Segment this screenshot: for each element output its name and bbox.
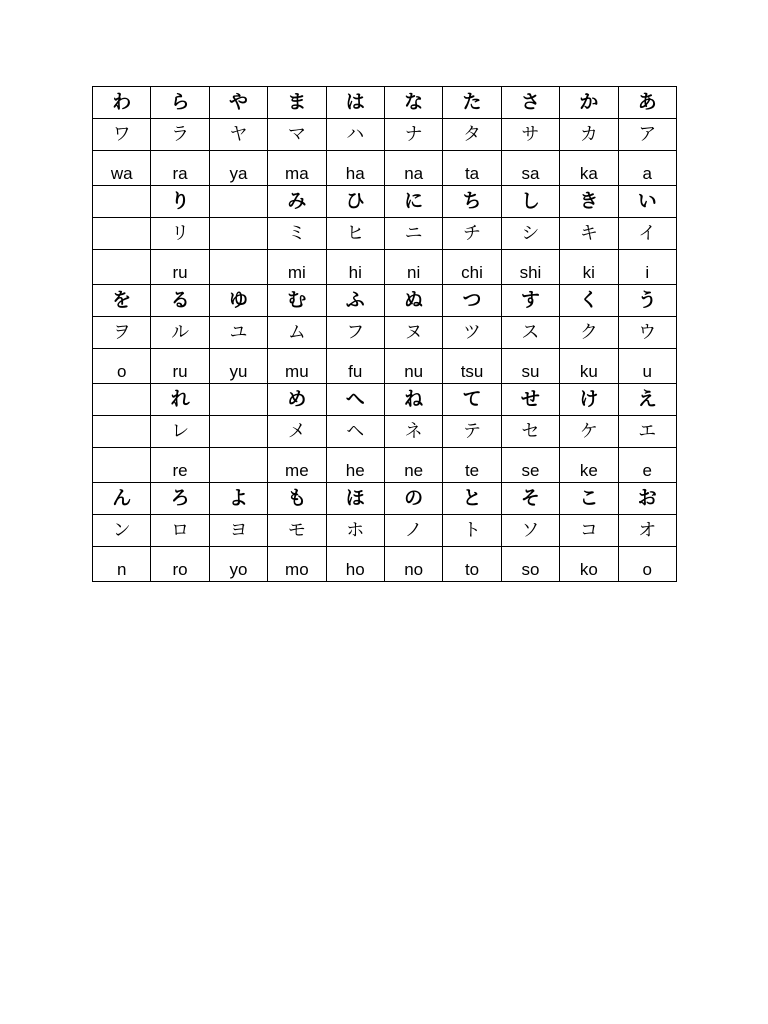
kana-cell-katakana: モ (268, 515, 326, 547)
kana-cell-hiragana: ゆ (209, 285, 267, 317)
kana-cell-hiragana: ぬ (384, 285, 442, 317)
kana-cell-romaji: hi (326, 250, 384, 285)
kana-cell-hiragana: も (268, 483, 326, 515)
kana-cell-romaji: me (268, 448, 326, 483)
kana-cell-hiragana: わ (93, 87, 151, 119)
kana-row-katakana (93, 416, 677, 448)
kana-row-katakana (93, 317, 677, 349)
kana-cell-hiragana: れ (151, 384, 209, 416)
kana-cell-romaji: ya (209, 151, 267, 186)
kana-cell-katakana: マ (268, 119, 326, 151)
kana-cell-hiragana: き (560, 186, 618, 218)
kana-cell-romaji: ho (326, 547, 384, 582)
kana-cell-hiragana: を (93, 285, 151, 317)
kana-row-hiragana (93, 186, 677, 218)
kana-cell-hiragana: せ (501, 384, 559, 416)
kana-cell-hiragana (209, 384, 267, 416)
kana-cell-katakana: コ (560, 515, 618, 547)
kana-cell-hiragana: く (560, 285, 618, 317)
kana-cell-romaji: ro (151, 547, 209, 582)
kana-cell-romaji: n (93, 547, 151, 582)
kana-cell-romaji: ru (151, 349, 209, 384)
kana-row-katakana (93, 515, 677, 547)
kana-cell-romaji: re (151, 448, 209, 483)
kana-cell-katakana: レ (151, 416, 209, 448)
kana-cell-hiragana: か (560, 87, 618, 119)
kana-cell-hiragana: い (618, 186, 676, 218)
kana-cell-hiragana (209, 186, 267, 218)
kana-cell-romaji: ha (326, 151, 384, 186)
kana-cell-katakana: ナ (384, 119, 442, 151)
kana-cell-katakana: オ (618, 515, 676, 547)
kana-row-hiragana (93, 483, 677, 515)
kana-cell-romaji: u (618, 349, 676, 384)
kana-cell-hiragana: ろ (151, 483, 209, 515)
kana-cell-katakana (209, 416, 267, 448)
kana-cell-romaji: na (384, 151, 442, 186)
kana-cell-hiragana: な (384, 87, 442, 119)
kana-cell-katakana (93, 416, 151, 448)
kana-cell-romaji: o (618, 547, 676, 582)
kana-cell-katakana: ヌ (384, 317, 442, 349)
kana-cell-hiragana: え (618, 384, 676, 416)
kana-cell-romaji: ko (560, 547, 618, 582)
kana-cell-romaji: tsu (443, 349, 501, 384)
kana-cell-romaji: no (384, 547, 442, 582)
kana-cell-katakana: ミ (268, 218, 326, 250)
kana-cell-hiragana: こ (560, 483, 618, 515)
kana-cell-romaji: i (618, 250, 676, 285)
kana-row-romaji (93, 448, 677, 483)
kana-cell-hiragana: つ (443, 285, 501, 317)
kana-cell-katakana: ム (268, 317, 326, 349)
kana-cell-katakana: メ (268, 416, 326, 448)
kana-cell-romaji: su (501, 349, 559, 384)
kana-cell-romaji: shi (501, 250, 559, 285)
kana-cell-romaji: ru (151, 250, 209, 285)
kana-cell-romaji: chi (443, 250, 501, 285)
kana-cell-hiragana: と (443, 483, 501, 515)
kana-cell-romaji: he (326, 448, 384, 483)
kana-cell-hiragana: み (268, 186, 326, 218)
kana-cell-hiragana: ん (93, 483, 151, 515)
kana-cell-katakana: テ (443, 416, 501, 448)
kana-cell-katakana: ハ (326, 119, 384, 151)
kana-cell-hiragana: ま (268, 87, 326, 119)
kana-cell-romaji: nu (384, 349, 442, 384)
kana-cell-romaji: mi (268, 250, 326, 285)
kana-cell-katakana: ケ (560, 416, 618, 448)
kana-cell-katakana: サ (501, 119, 559, 151)
kana-cell-katakana: ヨ (209, 515, 267, 547)
kana-cell-romaji: ni (384, 250, 442, 285)
kana-cell-katakana: ヘ (326, 416, 384, 448)
kana-cell-hiragana: そ (501, 483, 559, 515)
kana-cell-romaji: ki (560, 250, 618, 285)
kana-cell-romaji: mo (268, 547, 326, 582)
kana-cell-hiragana: め (268, 384, 326, 416)
kana-cell-romaji (93, 250, 151, 285)
kana-cell-romaji: o (93, 349, 151, 384)
kana-cell-katakana: セ (501, 416, 559, 448)
kana-cell-katakana: ワ (93, 119, 151, 151)
kana-cell-hiragana: ほ (326, 483, 384, 515)
kana-cell-hiragana: た (443, 87, 501, 119)
kana-row-romaji (93, 250, 677, 285)
kana-cell-katakana: ツ (443, 317, 501, 349)
kana-cell-katakana: ヒ (326, 218, 384, 250)
kana-cell-katakana: ノ (384, 515, 442, 547)
kana-row-hiragana (93, 285, 677, 317)
kana-cell-hiragana: ひ (326, 186, 384, 218)
kana-cell-katakana: ネ (384, 416, 442, 448)
kana-cell-hiragana: は (326, 87, 384, 119)
kana-cell-romaji: ke (560, 448, 618, 483)
kana-cell-katakana: ソ (501, 515, 559, 547)
kana-cell-hiragana: あ (618, 87, 676, 119)
kana-cell-katakana: リ (151, 218, 209, 250)
kana-cell-katakana: キ (560, 218, 618, 250)
kana-cell-katakana: イ (618, 218, 676, 250)
kana-cell-romaji: to (443, 547, 501, 582)
kana-cell-hiragana: ふ (326, 285, 384, 317)
kana-cell-romaji (209, 448, 267, 483)
kana-chart-table (92, 86, 677, 582)
kana-cell-romaji: ma (268, 151, 326, 186)
kana-cell-hiragana: む (268, 285, 326, 317)
kana-cell-katakana: ウ (618, 317, 676, 349)
kana-cell-hiragana: う (618, 285, 676, 317)
kana-cell-hiragana: ね (384, 384, 442, 416)
kana-cell-katakana: ラ (151, 119, 209, 151)
kana-cell-hiragana: し (501, 186, 559, 218)
kana-cell-katakana: ア (618, 119, 676, 151)
kana-cell-hiragana: お (618, 483, 676, 515)
kana-cell-katakana: ヲ (93, 317, 151, 349)
kana-cell-katakana: ス (501, 317, 559, 349)
kana-cell-hiragana: よ (209, 483, 267, 515)
kana-cell-romaji: e (618, 448, 676, 483)
kana-row-romaji (93, 151, 677, 186)
kana-cell-hiragana: の (384, 483, 442, 515)
kana-cell-romaji (209, 250, 267, 285)
kana-cell-katakana: ヤ (209, 119, 267, 151)
kana-cell-katakana: ル (151, 317, 209, 349)
kana-cell-romaji: wa (93, 151, 151, 186)
kana-cell-romaji: ta (443, 151, 501, 186)
kana-cell-katakana (209, 218, 267, 250)
kana-cell-katakana: ク (560, 317, 618, 349)
kana-cell-hiragana: へ (326, 384, 384, 416)
kana-cell-hiragana: に (384, 186, 442, 218)
kana-cell-katakana (93, 218, 151, 250)
kana-cell-romaji: yu (209, 349, 267, 384)
kana-cell-katakana: エ (618, 416, 676, 448)
kana-cell-hiragana: け (560, 384, 618, 416)
kana-cell-hiragana: ら (151, 87, 209, 119)
kana-cell-romaji: mu (268, 349, 326, 384)
kana-cell-katakana: カ (560, 119, 618, 151)
kana-cell-hiragana: ち (443, 186, 501, 218)
kana-cell-romaji: yo (209, 547, 267, 582)
kana-cell-romaji: sa (501, 151, 559, 186)
kana-cell-hiragana: や (209, 87, 267, 119)
kana-row-katakana (93, 218, 677, 250)
kana-cell-katakana: ロ (151, 515, 209, 547)
kana-cell-hiragana: り (151, 186, 209, 218)
kana-cell-katakana: フ (326, 317, 384, 349)
kana-cell-romaji: se (501, 448, 559, 483)
kana-cell-katakana: ト (443, 515, 501, 547)
kana-cell-katakana: ホ (326, 515, 384, 547)
kana-cell-romaji: fu (326, 349, 384, 384)
kana-row-katakana (93, 119, 677, 151)
kana-cell-hiragana (93, 186, 151, 218)
kana-chart-body (93, 87, 677, 582)
kana-row-hiragana (93, 384, 677, 416)
kana-cell-katakana: ン (93, 515, 151, 547)
kana-cell-katakana: ユ (209, 317, 267, 349)
kana-row-romaji (93, 349, 677, 384)
kana-cell-romaji: a (618, 151, 676, 186)
kana-cell-hiragana (93, 384, 151, 416)
kana-cell-katakana: ニ (384, 218, 442, 250)
kana-cell-hiragana: す (501, 285, 559, 317)
kana-cell-katakana: チ (443, 218, 501, 250)
kana-cell-romaji: te (443, 448, 501, 483)
kana-cell-hiragana: る (151, 285, 209, 317)
kana-cell-katakana: シ (501, 218, 559, 250)
kana-cell-hiragana: て (443, 384, 501, 416)
kana-row-romaji (93, 547, 677, 582)
kana-cell-romaji (93, 448, 151, 483)
kana-cell-romaji: ne (384, 448, 442, 483)
kana-cell-romaji: ku (560, 349, 618, 384)
kana-cell-romaji: ka (560, 151, 618, 186)
kana-row-hiragana (93, 87, 677, 119)
kana-cell-katakana: タ (443, 119, 501, 151)
kana-cell-romaji: so (501, 547, 559, 582)
kana-cell-hiragana: さ (501, 87, 559, 119)
kana-cell-romaji: ra (151, 151, 209, 186)
